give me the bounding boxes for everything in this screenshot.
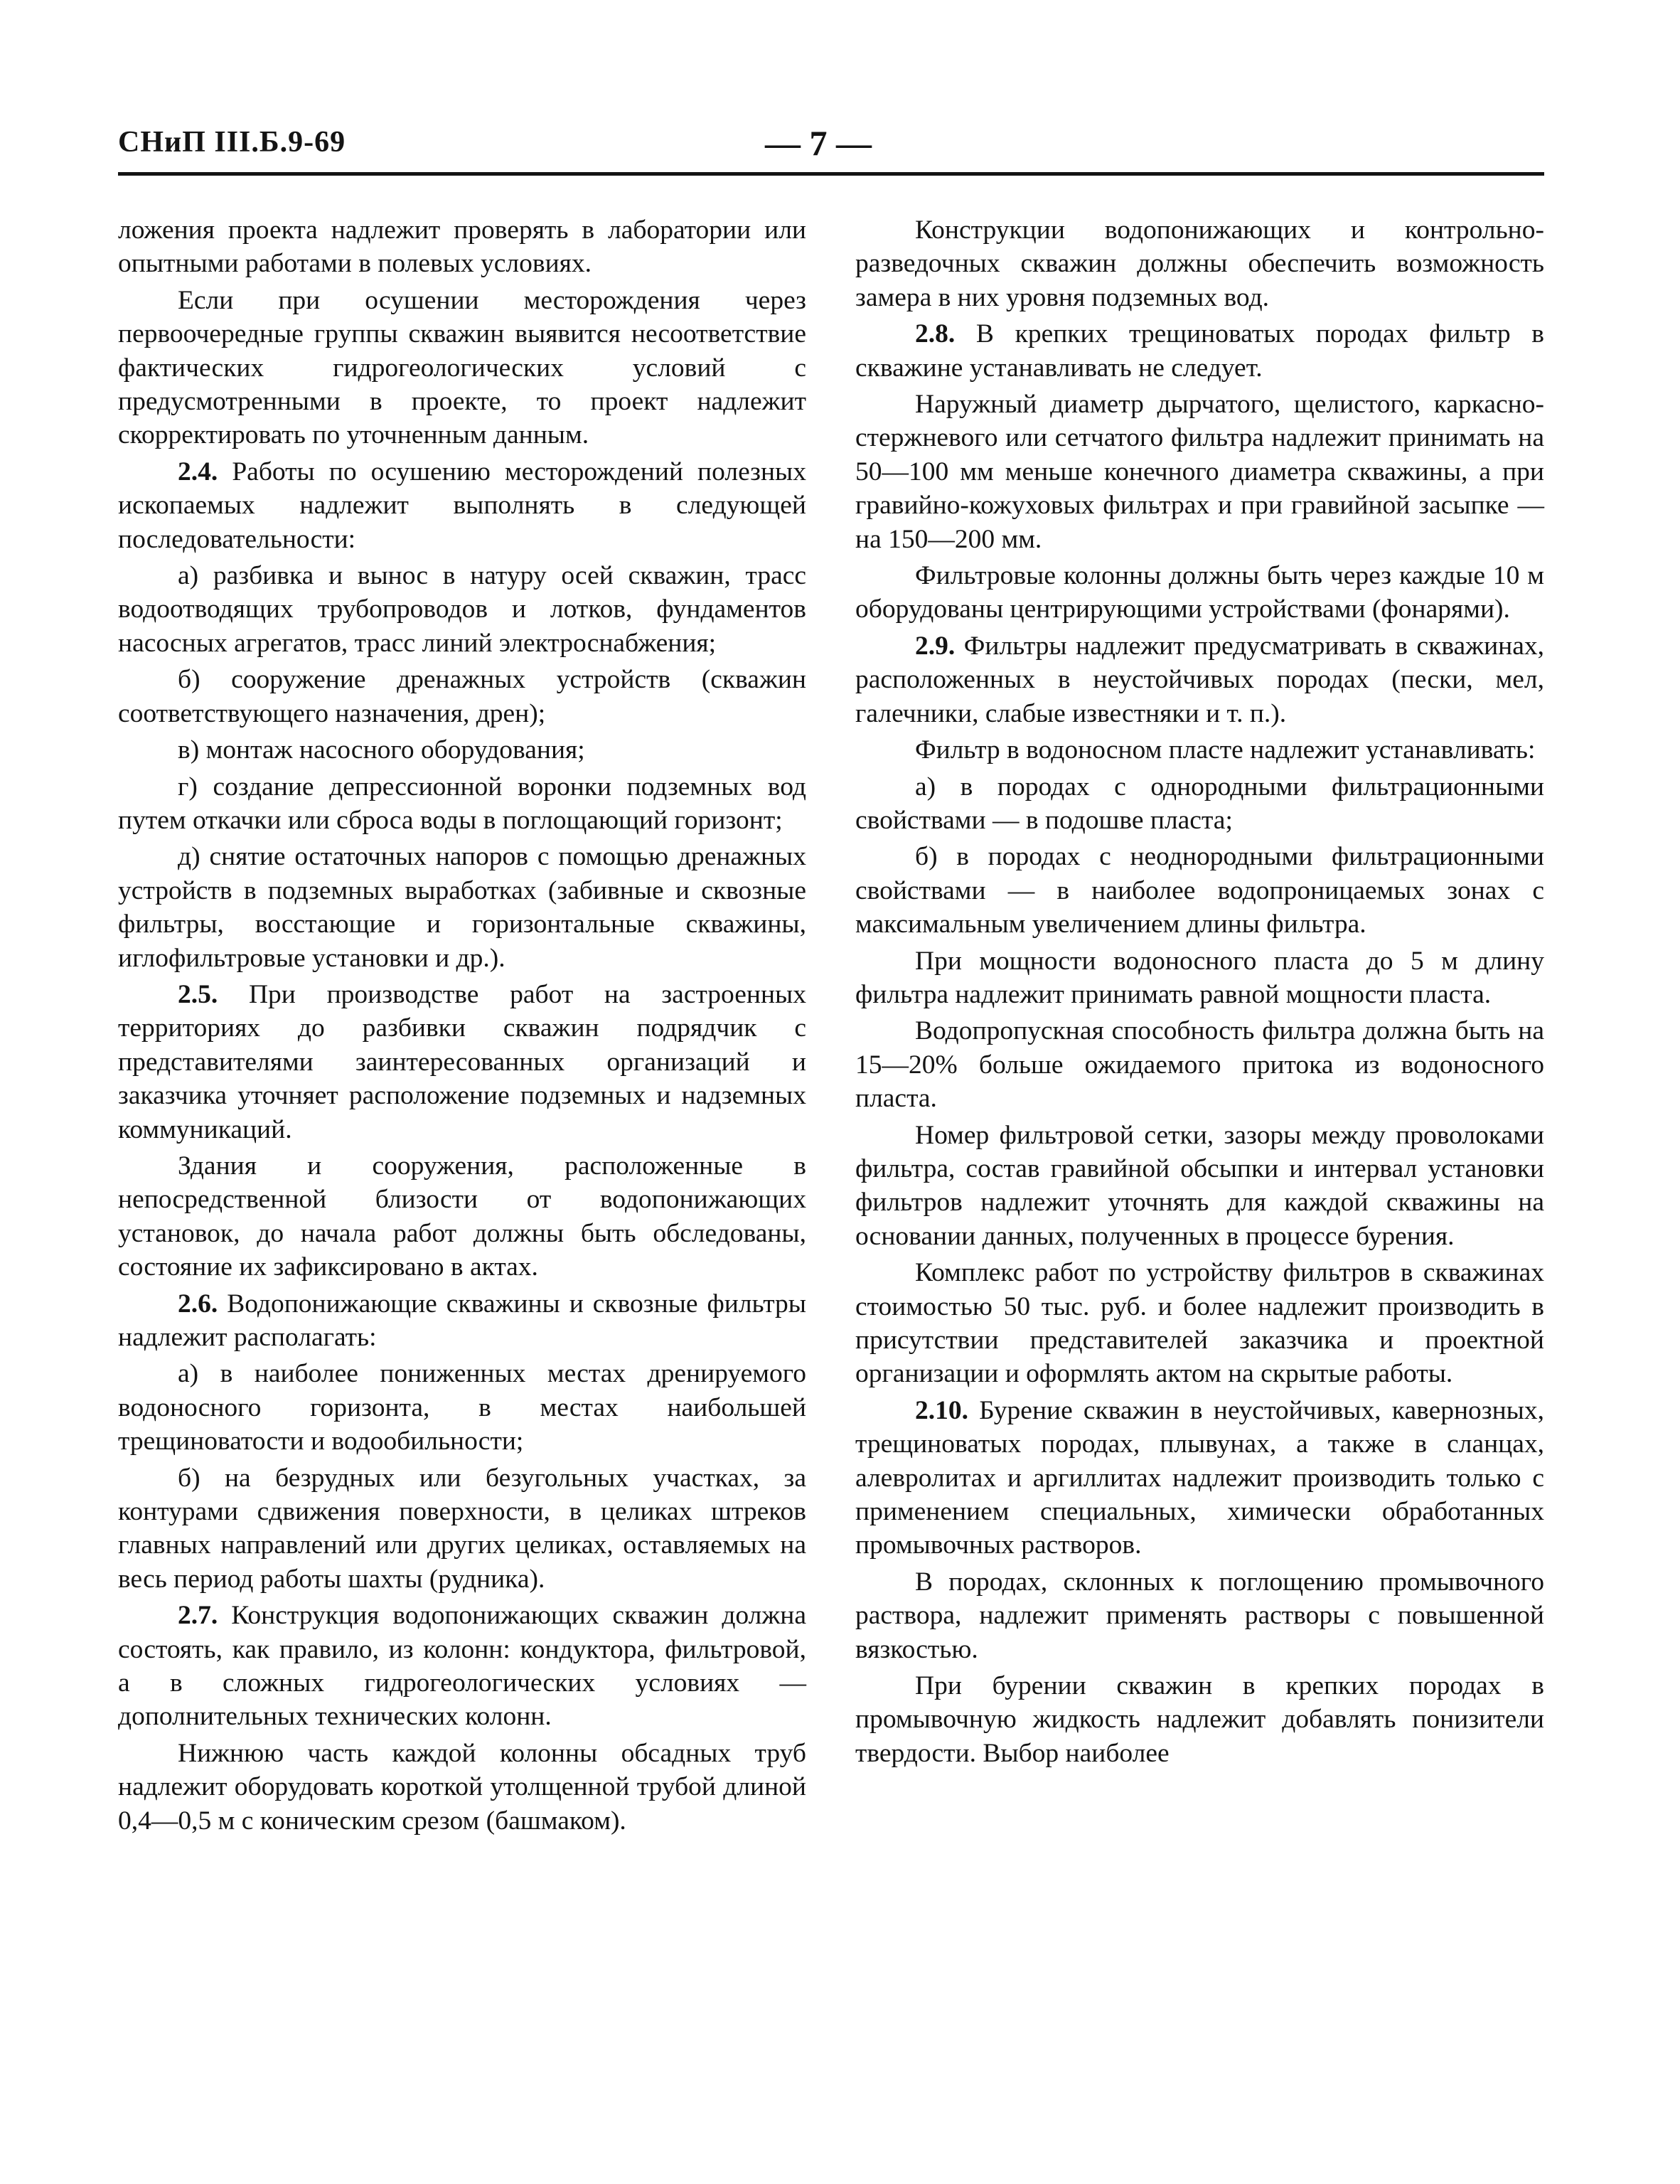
clause-number: 2.9. <box>915 631 956 661</box>
paragraph: Наружный диаметр дырчатого, щелистого, каркасно-стержневого или сетчатого фильтра надлежит принимать на 50—100 мм меньше конечного диаметра скважины, а при гравийно-кожуховых фильтрах и при гравийной засыпке — на 150—200 мм. <box>855 390 1544 554</box>
paragraph: Конструкции водопонижающих и контрольно-разведочных скважин должны обеспечить возможность замера в них уровня подземных вод. <box>855 215 1544 312</box>
clause-number: 2.5. <box>178 979 218 1009</box>
paragraph: Здания и сооружения, расположенные в непосредственной близости от водопонижающих установок, до начала работ должны быть обследованы, состояние их зафиксировано в актах. <box>118 1151 806 1282</box>
clause-number: 2.4. <box>178 457 218 486</box>
clause-2-7: 2.7. Конструкция водопонижающих скважин должна состоять, как правило, из колонн: кондуктора, фильтровой, а в сложных гидрогеологических условиях — дополнительных технических колонн. <box>118 1601 807 1732</box>
clause-number: 2.6. <box>178 1289 218 1319</box>
paragraph: Фильтровые колонны должны быть через каждые 10 м оборудованы центрирующими устройствами (фонарями). <box>855 561 1544 624</box>
left-column <box>118 213 806 1841</box>
list-item: б) сооружение дренажных устройств (скважин соответствующего назначения, дрен); <box>118 665 806 728</box>
paragraph: При бурении скважин в крепких породах в промывочную жидкость надлежит добавлять понизители твердости. Выбор наиболее <box>855 1671 1544 1768</box>
list-item: б) в породах с неоднородными фильтрационными свойствами — в наиболее водопроницаемых зонах с максимальным увеличением длины фильтра. <box>855 842 1544 939</box>
paragraph: Фильтр в водоносном пласте надлежит устанавливать: <box>915 735 1536 765</box>
clause-2-6: 2.6. Водопонижающие скважины и сквозные фильтры надлежит располагать: <box>118 1289 806 1352</box>
clause-2-8: 2.8. В крепких трещиноватых породах фильтр в скважине устанавливать не следует. <box>855 319 1544 383</box>
header-rule <box>118 172 1544 176</box>
paragraph: Если при осушении месторождения через первоочередные группы скважин выявится несоответствие фактических гидрогеологических условий с предусмотренными в проекте, то проект надлежит скорректировать по уточненным данным. <box>118 285 806 450</box>
document-code: СНиП III.Б.9-69 <box>118 126 346 159</box>
list-item: д) снятие остаточных напоров с помощью дренажных устройств в подземных выработках (забивные и сквозные фильтры, восстающие и горизонтальные скважины, иглофильтровые установки и др.). <box>118 842 806 973</box>
page-number: — 7 — <box>765 123 872 163</box>
list-item: а) в породах с однородными фильтрационными свойствами — в подошве пласта; <box>855 772 1544 835</box>
paragraph: Номер фильтровой сетки, зазоры между проволоками фильтра, состав гравийной обсыпки и интервал установки фильтров надлежит уточнять для каждой скважины на основании данных, полученных в процессе бурения. <box>855 1120 1544 1251</box>
paragraph: ложения проекта надлежит проверять в лаборатории или опытными работами в полевых условиях. <box>118 215 806 279</box>
list-item: а) разбивка и вынос в натуру осей скважин, трасс водоотводящих трубопроводов и лотков, фундаментов насосных агрегатов, трасс линий электроснабжения; <box>118 561 806 658</box>
clause-2-10: 2.10. Бурение скважин в неустойчивых, кавернозных, трещиноватых породах, плывунах, а также в сланцах, алевролитах и аргиллитах надлежит производить только с применением специальных, химически обработанных промывочных растворов. <box>855 1395 1544 1560</box>
paragraph: Нижнюю часть каждой колонны обсадных труб надлежит оборудовать короткой утолщенной трубой длиной 0,4—0,5 м с коническим срезом (башмаком). <box>118 1738 806 1836</box>
paragraph: При мощности водоносного пласта до 5 м длину фильтра надлежит принимать равной мощности пласта. <box>855 946 1544 1009</box>
clause-number: 2.7. <box>178 1601 218 1631</box>
paragraph: В породах, склонных к поглощению промывочного раствора, надлежит применять растворы с повышенной вязкостью. <box>855 1567 1544 1664</box>
clause-2-5: 2.5. При производстве работ на застроенных территориях до разбивки скважин подрядчик с представителями заинтересованных организаций и заказчика уточняет расположение подземных и надземных коммуникаций. <box>118 979 806 1144</box>
clause-2-9: 2.9. Фильтры надлежит предусматривать в скважинах, расположенных в неустойчивых породах (пески, мел, галечники, слабые известняки и т. п.). <box>855 631 1544 728</box>
paragraph: Водопропускная способность фильтра должна быть на 15—20% больше ожидаемого притока из водоносного пласта. <box>855 1016 1544 1114</box>
clause-2-4: 2.4. Работы по осушению месторождений полезных ископаемых надлежит выполнять в следующей последовательности: <box>118 457 806 554</box>
right-column <box>855 213 1544 1773</box>
list-item: б) на безрудных или безугольных участках, за контурами сдвижения поверхности, в целиках штреков главных направлений или других целиках, оставляемых на весь период работы шахты (рудника). <box>118 1463 806 1594</box>
clause-number: 2.10. <box>915 1395 968 1425</box>
paragraph: Комплекс работ по устройству фильтров в скважинах стоимостью 50 тыс. руб. и более надлежит производить в присутствии представителей заказчика и проектной организации и оформлять актом на скрытые работы. <box>855 1258 1544 1389</box>
list-item: г) создание депрессионной воронки подземных вод путем откачки или сброса воды в поглощающий горизонт; <box>118 772 806 835</box>
clause-number: 2.8. <box>915 319 956 349</box>
page-header <box>118 125 1544 171</box>
list-item: а) в наиболее пониженных местах дренируемого водоносного горизонта, в местах наибольшей трещиноватости и водообильности; <box>118 1359 806 1456</box>
list-item: в) монтаж насосного оборудования; <box>178 735 585 765</box>
